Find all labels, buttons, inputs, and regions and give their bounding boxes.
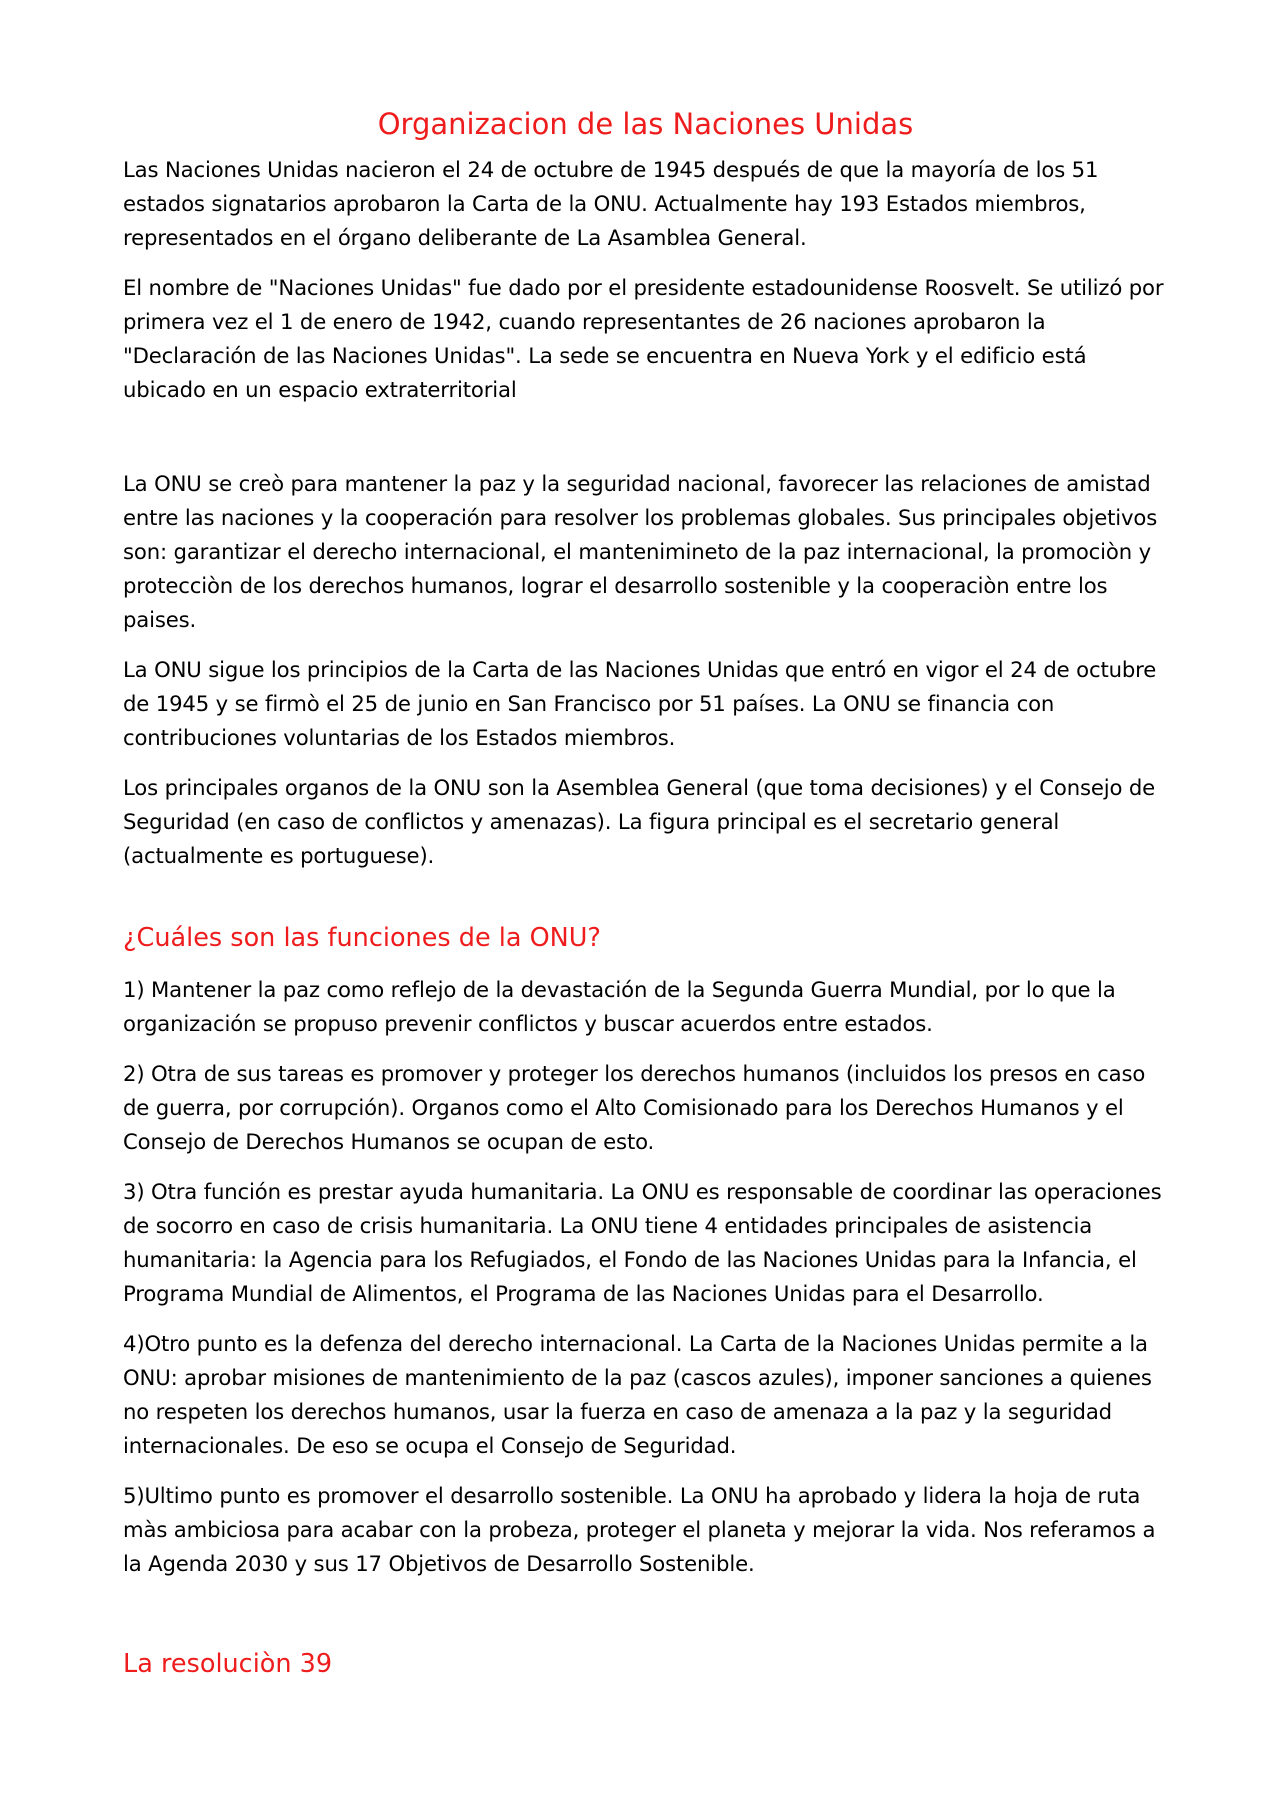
section-gap [123, 1597, 1168, 1647]
resolution-heading: La resoluciòn 39 [123, 1649, 333, 1679]
functions-heading: ¿Cuáles son las funciones de la ONU? [123, 923, 601, 953]
body-paragraph-charter: La ONU sigue los principios de la Carta de las Naciones Unidas que entró en vigor el 24 de octubre de 1945 y se firmò el 25 de junio en San Francisco por 51 países. La ONU se financia con contribuciones voluntarias de los Estados miembros. [123, 657, 1157, 750]
intro-paragraph-founding: Las Naciones Unidas nacieron el 24 de octubre de 1945 después de que la mayoría de los 51 estados signatarios aprobaron la Carta de la ONU. Actualmente hay 193 Estados miembros, representados en el órgano deliberante de La Asamblea General. [123, 157, 1099, 250]
paragraph-gap [123, 423, 1168, 467]
section-gap [123, 889, 1168, 921]
function-item-2: 2) Otra de sus tareas es promover y proteger los derechos humanos (incluidos los presos en caso de guerra, por corrupción). Organos como el Alto Comisionado para los Derechos Humanos y el Consejo de Derechos Humanos se ocupan de esto. [123, 1061, 1146, 1154]
intro-paragraph-name: El nombre de "Naciones Unidas" fue dado por el presidente estadounidense Roosvelt. Se utilizó por primera vez el 1 de enero de 1942, cuando representantes de 26 naciones aprobaron la "Declaración de las Naciones Unidas". La sede se encuentra en Nueva York y el edificio está ubicado en un espacio extraterritorial [123, 275, 1164, 402]
function-item-3: 3) Otra función es prestar ayuda humanitaria. La ONU es responsable de coordinar las operaciones de socorro en caso de crisis humanitaria. La ONU tiene 4 entidades principales de asistencia humanitaria: la Agencia para los Refugiados, el Fondo de las Naciones Unidas para la Infancia, el Programa Mundial de Alimentos, el Programa de las Naciones Unidas para el Desarrollo. [123, 1179, 1162, 1306]
page-title: Organizacion de las Naciones Unidas [377, 107, 914, 141]
body-paragraph-purpose: La ONU se creò para mantener la paz y la seguridad nacional, favorecer las relaciones de amistad entre las naciones y la cooperación para resolver los problemas globales. Sus principales objetivos son: garantizar el derecho internacional, el mantenimineto de la paz internacional, la promociòn y protecciòn de los derechos humanos, lograr el desarrollo sostenible y la cooperaciòn entre los paises. [123, 471, 1158, 632]
function-item-1: 1) Mantener la paz como reflejo de la devastación de la Segunda Guerra Mundial, por lo que la organización se propuso prevenir conflictos y buscar acuerdos entre estados. [123, 977, 1116, 1036]
body-paragraph-organs: Los principales organos de la ONU son la Asemblea General (que toma decisiones) y el Consejo de Seguridad (en caso de conflictos y amenazas). La figura principal es el secretario general (actualmente es portuguese). [123, 775, 1156, 868]
document-body [123, 104, 1168, 1699]
function-item-5: 5)Ultimo punto es promover el desarrollo sostenible. La ONU ha aprobado y lidera la hoja de ruta màs ambiciosa para acabar con la probeza, proteger el planeta y mejorar la vida. Nos referamos a la Agenda 2030 y sus 17 Objetivos de Desarrollo Sostenible. [123, 1483, 1156, 1576]
function-item-4: 4)Otro punto es la defenza del derecho internacional. La Carta de la Naciones Unidas permite a la ONU: aprobar misiones de mantenimiento de la paz (cascos azules), imponer sanciones a quienes no respeten los derechos humanos, usar la fuerza en caso de amenaza a la paz y la seguridad internacionales. De eso se ocupa el Consejo de Seguridad. [123, 1331, 1152, 1458]
